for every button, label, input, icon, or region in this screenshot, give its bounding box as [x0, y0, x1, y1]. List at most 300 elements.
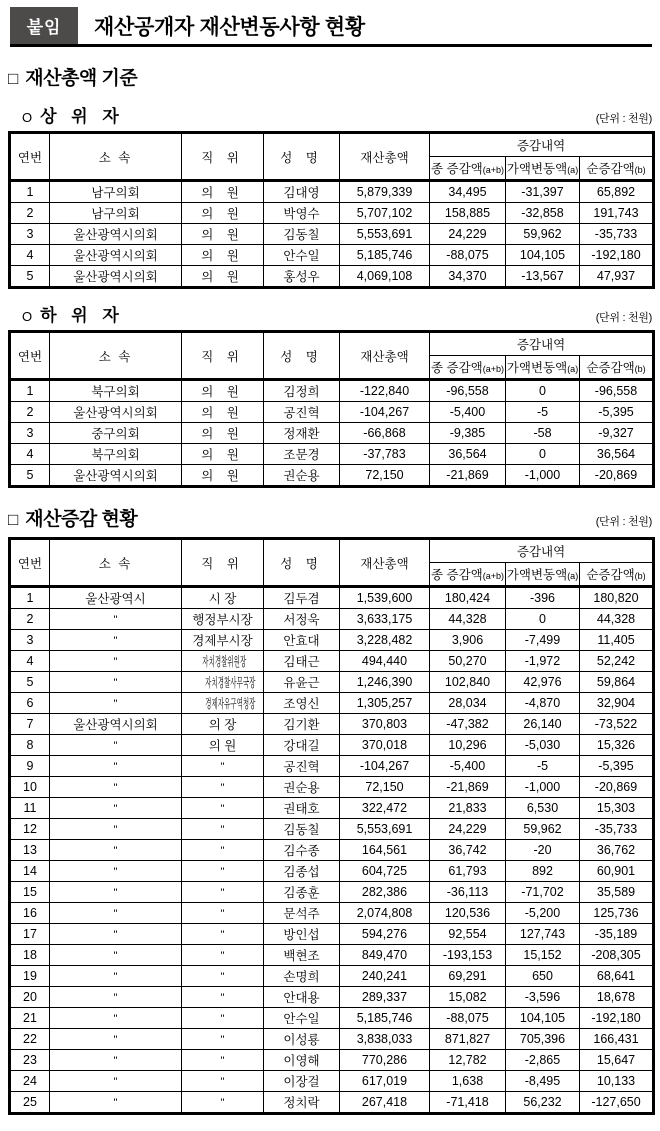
cell-total: 164,561	[340, 840, 430, 861]
cell-change-total: 180,424	[430, 587, 506, 609]
table-row	[10, 672, 654, 693]
cell-position: 의 원	[182, 266, 264, 288]
cell-org: "	[50, 966, 182, 987]
cell-change-total: -9,385	[430, 423, 506, 444]
cell-total: 594,276	[340, 924, 430, 945]
cell-total: 282,386	[340, 882, 430, 903]
cell-position: 의 원	[182, 465, 264, 487]
cell-value-change: 15,152	[506, 945, 580, 966]
cell-name: 김동칠	[264, 224, 340, 245]
cell-change-total: -193,153	[430, 945, 506, 966]
cell-name: 손명희	[264, 966, 340, 987]
cell-org: 울산광역시의회	[50, 245, 182, 266]
col-header-no: 연번	[10, 539, 50, 587]
cell-net-change: -35,733	[580, 224, 654, 245]
cell-org: 울산광역시의회	[50, 465, 182, 487]
cell-no: 18	[10, 945, 50, 966]
subsection-heading-bottom-holders	[22, 301, 652, 326]
cell-total: 3,633,175	[340, 609, 430, 630]
cell-total: 370,018	[340, 735, 430, 756]
col-header-change-group: 증감내역	[430, 539, 654, 563]
cell-no: 1	[10, 380, 50, 402]
cell-no: 1	[10, 181, 50, 203]
cell-total: 494,440	[340, 651, 430, 672]
cell-total: 289,337	[340, 987, 430, 1008]
cell-value-change: 650	[506, 966, 580, 987]
col-header-net-change: 순증감액(b)	[580, 563, 654, 587]
cell-no: 2	[10, 402, 50, 423]
section-heading-total-assets	[8, 63, 652, 90]
cell-net-change: 36,564	[580, 444, 654, 465]
cell-no: 5	[10, 672, 50, 693]
table-row	[10, 1029, 654, 1050]
table-row	[10, 861, 654, 882]
cell-total: 72,150	[340, 777, 430, 798]
cell-change-total: 10,296	[430, 735, 506, 756]
cell-no: 10	[10, 777, 50, 798]
cell-value-change: -1,000	[506, 465, 580, 487]
table-bottom-holders	[8, 330, 655, 488]
cell-org: "	[50, 630, 182, 651]
cell-position: 의 원	[182, 380, 264, 402]
cell-total: 2,074,808	[340, 903, 430, 924]
cell-position: "	[182, 945, 264, 966]
cell-net-change: -5,395	[580, 756, 654, 777]
table-body-top-holders	[10, 181, 654, 288]
cell-position: "	[182, 1092, 264, 1114]
cell-name: 김태근	[264, 651, 340, 672]
cell-no: 5	[10, 465, 50, 487]
cell-no: 2	[10, 609, 50, 630]
cell-value-change: 26,140	[506, 714, 580, 735]
cell-net-change: -208,305	[580, 945, 654, 966]
cell-position: "	[182, 819, 264, 840]
cell-value-change: 0	[506, 444, 580, 465]
cell-name: 권태호	[264, 798, 340, 819]
attachment-badge: 붙임	[10, 7, 78, 44]
table-row	[10, 819, 654, 840]
cell-net-change: -192,180	[580, 245, 654, 266]
cell-name: 김정희	[264, 380, 340, 402]
cell-change-total: 1,638	[430, 1071, 506, 1092]
col-header-no: 연번	[10, 133, 50, 181]
cell-name: 공진혁	[264, 402, 340, 423]
cell-change-total: 21,833	[430, 798, 506, 819]
cell-position: "	[182, 777, 264, 798]
unit-note-2: (단위 : 천원)	[595, 312, 652, 324]
cell-position: 의 원	[182, 203, 264, 224]
cell-org: 남구의회	[50, 203, 182, 224]
table-row	[10, 609, 654, 630]
cell-org: 울산광역시의회	[50, 266, 182, 288]
col-header-name: 성 명	[264, 332, 340, 380]
cell-org: 울산광역시	[50, 587, 182, 609]
cell-value-change: -396	[506, 587, 580, 609]
cell-org: "	[50, 882, 182, 903]
cell-net-change: 47,937	[580, 266, 654, 288]
cell-net-change: 65,892	[580, 181, 654, 203]
cell-name: 홍성우	[264, 266, 340, 288]
cell-name: 안효대	[264, 630, 340, 651]
cell-org: "	[50, 735, 182, 756]
col-header-value-change: 가액변동액(a)	[506, 157, 580, 181]
cell-net-change: 68,641	[580, 966, 654, 987]
table-row	[10, 966, 654, 987]
cell-name: 김대영	[264, 181, 340, 203]
cell-name: 강대길	[264, 735, 340, 756]
cell-position: 의 장	[182, 714, 264, 735]
cell-org: 남구의회	[50, 181, 182, 203]
table-row	[10, 903, 654, 924]
cell-position: 시 장	[182, 587, 264, 609]
document-title-bar	[10, 7, 652, 47]
cell-name: 김기환	[264, 714, 340, 735]
cell-position: "	[182, 966, 264, 987]
cell-no: 21	[10, 1008, 50, 1029]
cell-change-total: 12,782	[430, 1050, 506, 1071]
cell-total: 5,185,746	[340, 1008, 430, 1029]
cell-change-total: 28,034	[430, 693, 506, 714]
cell-value-change: -32,858	[506, 203, 580, 224]
cell-no: 7	[10, 714, 50, 735]
cell-change-total: 158,885	[430, 203, 506, 224]
cell-value-change: -5	[506, 402, 580, 423]
cell-change-total: 120,536	[430, 903, 506, 924]
circle-bullet-icon: O	[22, 110, 33, 125]
cell-name: 이장걸	[264, 1071, 340, 1092]
col-header-org: 소 속	[50, 332, 182, 380]
cell-total: 617,019	[340, 1071, 430, 1092]
cell-value-change: -5	[506, 756, 580, 777]
cell-name: 조영신	[264, 693, 340, 714]
cell-net-change: -127,650	[580, 1092, 654, 1114]
table-row	[10, 714, 654, 735]
col-header-change-group: 증감내역	[430, 332, 654, 356]
table-row	[10, 987, 654, 1008]
table-header	[10, 539, 654, 587]
col-header-position: 직 위	[182, 332, 264, 380]
col-header-position: 직 위	[182, 539, 264, 587]
cell-value-change: 104,105	[506, 245, 580, 266]
cell-position: 의 원	[182, 423, 264, 444]
cell-name: 김수종	[264, 840, 340, 861]
cell-value-change: 0	[506, 380, 580, 402]
cell-name: 방인섭	[264, 924, 340, 945]
cell-change-total: 69,291	[430, 966, 506, 987]
cell-org: "	[50, 861, 182, 882]
cell-no: 23	[10, 1050, 50, 1071]
cell-change-total: 44,328	[430, 609, 506, 630]
col-header-total: 재산총액	[340, 133, 430, 181]
table-header	[10, 133, 654, 181]
table-row	[10, 465, 654, 487]
cell-org: "	[50, 924, 182, 945]
cell-change-total: 61,793	[430, 861, 506, 882]
cell-value-change: -5,030	[506, 735, 580, 756]
cell-org: 울산광역시의회	[50, 714, 182, 735]
col-header-total: 재산총액	[340, 539, 430, 587]
cell-org: "	[50, 651, 182, 672]
table-row	[10, 651, 654, 672]
cell-change-total: 3,906	[430, 630, 506, 651]
cell-position: 경제자유구역청장	[182, 693, 264, 714]
table-row	[10, 798, 654, 819]
cell-no: 3	[10, 630, 50, 651]
table-row	[10, 402, 654, 423]
cell-total: 240,241	[340, 966, 430, 987]
cell-value-change: -4,870	[506, 693, 580, 714]
cell-total: -122,840	[340, 380, 430, 402]
cell-no: 4	[10, 651, 50, 672]
table-row	[10, 1008, 654, 1029]
cell-name: 백현조	[264, 945, 340, 966]
cell-value-change: -7,499	[506, 630, 580, 651]
cell-value-change: -20	[506, 840, 580, 861]
col-header-value-change: 가액변동액(a)	[506, 356, 580, 380]
cell-no: 3	[10, 423, 50, 444]
cell-net-change: 15,303	[580, 798, 654, 819]
cell-name: 김두겸	[264, 587, 340, 609]
cell-position: 의 원	[182, 245, 264, 266]
unit-note-3: (단위 : 천원)	[595, 516, 652, 528]
table-row	[10, 423, 654, 444]
cell-org: "	[50, 840, 182, 861]
table-row	[10, 945, 654, 966]
cell-total: 4,069,108	[340, 266, 430, 288]
cell-name: 조문경	[264, 444, 340, 465]
cell-name: 김종섭	[264, 861, 340, 882]
cell-total: 604,725	[340, 861, 430, 882]
cell-net-change: 166,431	[580, 1029, 654, 1050]
col-header-org: 소 속	[50, 539, 182, 587]
cell-no: 13	[10, 840, 50, 861]
cell-change-total: -71,418	[430, 1092, 506, 1114]
cell-org: 중구의회	[50, 423, 182, 444]
section1-title: 재산총액 기준	[25, 68, 138, 89]
circle-bullet-icon: O	[22, 309, 33, 324]
cell-no: 24	[10, 1071, 50, 1092]
section2-title: 재산증감 현황	[25, 509, 138, 530]
cell-change-total: 24,229	[430, 224, 506, 245]
cell-name: 공진혁	[264, 756, 340, 777]
cell-org: 북구의회	[50, 444, 182, 465]
cell-change-total: 34,495	[430, 181, 506, 203]
cell-no: 4	[10, 245, 50, 266]
table-row	[10, 245, 654, 266]
cell-name: 김종훈	[264, 882, 340, 903]
cell-total: -104,267	[340, 756, 430, 777]
table-top-holders	[8, 131, 655, 289]
cell-total: 849,470	[340, 945, 430, 966]
cell-name: 이영해	[264, 1050, 340, 1071]
cell-org: 울산광역시의회	[50, 402, 182, 423]
cell-no: 16	[10, 903, 50, 924]
cell-position: 경제부시장	[182, 630, 264, 651]
col-header-value-change: 가액변동액(a)	[506, 563, 580, 587]
cell-no: 22	[10, 1029, 50, 1050]
cell-total: 5,879,339	[340, 181, 430, 203]
cell-net-change: -73,522	[580, 714, 654, 735]
cell-position: 의 원	[182, 444, 264, 465]
cell-name: 권순용	[264, 777, 340, 798]
cell-change-total: -21,869	[430, 465, 506, 487]
cell-change-total: -88,075	[430, 1008, 506, 1029]
cell-net-change: 59,864	[580, 672, 654, 693]
cell-org: "	[50, 1092, 182, 1114]
col-header-org: 소 속	[50, 133, 182, 181]
cell-value-change: 59,962	[506, 819, 580, 840]
cell-change-total: 15,082	[430, 987, 506, 1008]
cell-total: -66,868	[340, 423, 430, 444]
cell-value-change: -3,596	[506, 987, 580, 1008]
cell-value-change: 56,232	[506, 1092, 580, 1114]
table-row	[10, 630, 654, 651]
cell-total: 1,305,257	[340, 693, 430, 714]
cell-total: 3,838,033	[340, 1029, 430, 1050]
cell-org: "	[50, 987, 182, 1008]
cell-change-total: 36,742	[430, 840, 506, 861]
table-row	[10, 1050, 654, 1071]
cell-name: 문석주	[264, 903, 340, 924]
table-header	[10, 332, 654, 380]
cell-name: 정치락	[264, 1092, 340, 1114]
cell-org: "	[50, 819, 182, 840]
cell-total: 3,228,482	[340, 630, 430, 651]
cell-total: 370,803	[340, 714, 430, 735]
cell-position: "	[182, 840, 264, 861]
cell-net-change: -96,558	[580, 380, 654, 402]
col-header-change-total: 종 증감액(a+b)	[430, 157, 506, 181]
subsection-heading-top-holders	[22, 102, 652, 127]
cell-change-total: 50,270	[430, 651, 506, 672]
cell-no: 9	[10, 756, 50, 777]
table-row	[10, 1071, 654, 1092]
table-row	[10, 777, 654, 798]
col-header-name: 성 명	[264, 539, 340, 587]
cell-org: "	[50, 609, 182, 630]
table-row	[10, 444, 654, 465]
cell-net-change: 15,326	[580, 735, 654, 756]
cell-position: 행정부시장	[182, 609, 264, 630]
cell-org: "	[50, 1050, 182, 1071]
cell-position: "	[182, 1008, 264, 1029]
cell-net-change: 60,901	[580, 861, 654, 882]
cell-total: 267,418	[340, 1092, 430, 1114]
cell-total: 322,472	[340, 798, 430, 819]
cell-net-change: 18,678	[580, 987, 654, 1008]
cell-no: 1	[10, 587, 50, 609]
cell-value-change: 127,743	[506, 924, 580, 945]
cell-name: 김동칠	[264, 819, 340, 840]
cell-change-total: -5,400	[430, 756, 506, 777]
cell-net-change: 191,743	[580, 203, 654, 224]
cell-no: 11	[10, 798, 50, 819]
cell-position: "	[182, 1071, 264, 1092]
cell-org: "	[50, 693, 182, 714]
cell-value-change: -8,495	[506, 1071, 580, 1092]
cell-change-total: -36,113	[430, 882, 506, 903]
subsection2-title: 하 위 자	[40, 306, 124, 325]
cell-value-change: -58	[506, 423, 580, 444]
cell-position: 의 원	[182, 181, 264, 203]
cell-net-change: 44,328	[580, 609, 654, 630]
table-row	[10, 924, 654, 945]
cell-name: 권순용	[264, 465, 340, 487]
cell-total: 5,553,691	[340, 819, 430, 840]
page-title: 재산공개자 재산변동사항 현황	[94, 15, 365, 39]
cell-no: 3	[10, 224, 50, 245]
table-row	[10, 181, 654, 203]
cell-name: 유윤근	[264, 672, 340, 693]
cell-org: "	[50, 672, 182, 693]
cell-change-total: 92,554	[430, 924, 506, 945]
cell-value-change: -13,567	[506, 266, 580, 288]
col-header-change-group: 증감내역	[430, 133, 654, 157]
cell-change-total: -5,400	[430, 402, 506, 423]
cell-position: 자치경찰사무국장	[182, 672, 264, 693]
cell-no: 19	[10, 966, 50, 987]
cell-name: 안대용	[264, 987, 340, 1008]
cell-name: 안수일	[264, 1008, 340, 1029]
cell-net-change: -5,395	[580, 402, 654, 423]
cell-position: "	[182, 1029, 264, 1050]
square-bullet-icon: □	[8, 69, 19, 88]
cell-org: "	[50, 777, 182, 798]
cell-value-change: -31,397	[506, 181, 580, 203]
cell-position: "	[182, 882, 264, 903]
cell-value-change: 705,396	[506, 1029, 580, 1050]
cell-change-total: -88,075	[430, 245, 506, 266]
cell-value-change: 104,105	[506, 1008, 580, 1029]
col-header-net-change: 순증감액(b)	[580, 157, 654, 181]
cell-position: "	[182, 1050, 264, 1071]
cell-name: 이성룡	[264, 1029, 340, 1050]
cell-no: 8	[10, 735, 50, 756]
cell-total: -37,783	[340, 444, 430, 465]
col-header-position: 직 위	[182, 133, 264, 181]
cell-org: "	[50, 1008, 182, 1029]
table-row	[10, 380, 654, 402]
cell-total: 5,707,102	[340, 203, 430, 224]
cell-org: "	[50, 756, 182, 777]
cell-no: 17	[10, 924, 50, 945]
cell-net-change: 36,762	[580, 840, 654, 861]
table-row	[10, 587, 654, 609]
cell-value-change: 0	[506, 609, 580, 630]
cell-change-total: 34,370	[430, 266, 506, 288]
table-body-bottom-holders	[10, 380, 654, 487]
cell-total: 1,539,600	[340, 587, 430, 609]
cell-value-change: -1,000	[506, 777, 580, 798]
cell-value-change: 59,962	[506, 224, 580, 245]
cell-org: "	[50, 798, 182, 819]
table-row	[10, 266, 654, 288]
cell-position: "	[182, 987, 264, 1008]
section-heading-asset-change	[8, 504, 652, 531]
cell-net-change: -9,327	[580, 423, 654, 444]
col-header-total: 재산총액	[340, 332, 430, 380]
cell-position: 의 원	[182, 402, 264, 423]
cell-position: 자치경찰위원장	[182, 651, 264, 672]
cell-total: 5,553,691	[340, 224, 430, 245]
unit-note-1: (단위 : 천원)	[595, 113, 652, 125]
col-header-change-total: 종 증감액(a+b)	[430, 356, 506, 380]
table-body-asset-change	[10, 587, 654, 1114]
cell-no: 4	[10, 444, 50, 465]
cell-org: "	[50, 1071, 182, 1092]
cell-no: 20	[10, 987, 50, 1008]
cell-total: 72,150	[340, 465, 430, 487]
